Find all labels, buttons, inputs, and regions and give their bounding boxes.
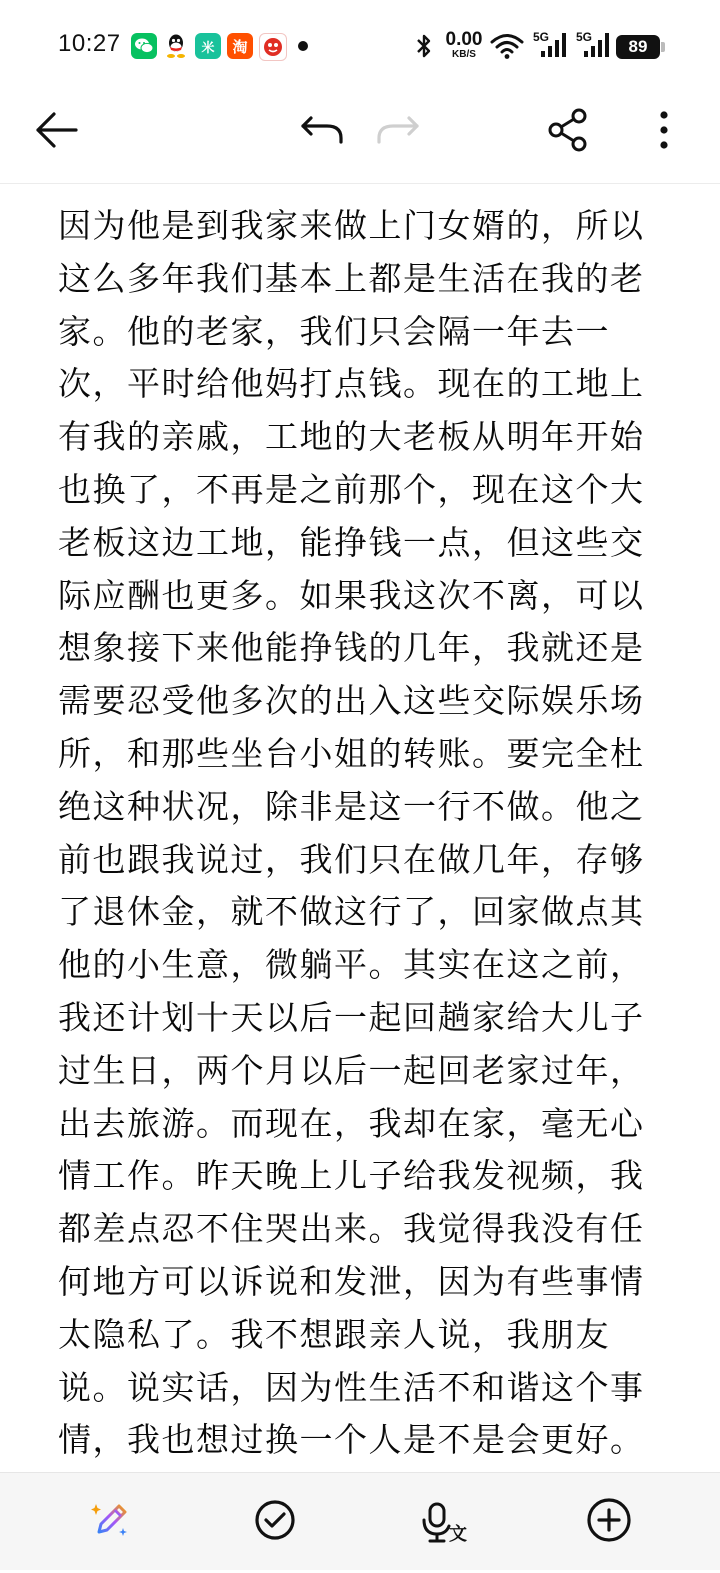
share-icon: [546, 107, 590, 157]
ai-pen-icon: [89, 1498, 133, 1546]
status-time: 10:27: [58, 30, 121, 57]
note-body-text[interactable]: 因为他是到我家来做上门女婿的，所以这么多年我们基本上都是生活在我的老家。他的老家，我们只会隔一年去一次，平时给他妈打点钱。现在的工地上有我的亲戚，工地的大老板从明年开始也换了，不再是之前那个，现在这个大老板这边工地，能挣钱一点，但这些交际应酬也更多。如果我这次不离，可以想象接下来他能挣钱的几年，我就还是需要忍受他多次的出入这些交际娱乐场所，和那些坐台小姐的转账。要完全杜绝这种状况，除非是这一行不做。他之前也跟我说过，我们只在做几年，存够了退休金，就不做这行了，回家做点其他的小生意，微躺平。其实在这之前，我还计划十天以后一起回趟家给大儿子过生日，两个月以后一起回老家过年，出去旅游。而现在，我却在家，毫无心情工作。昨天晚上儿子给我发视频，我都差点忍不住哭出来。我觉得我没有任何地方可以诉说和发泄，因为有些事情太隐私了。我不想跟亲人说，我朋友说。说实话，因为性生活不和谐这个事情，我也想过换一个人是不是会更好。: [58, 206, 645, 1460]
pinduoduo-icon: [259, 33, 287, 61]
taobao-icon: [227, 33, 253, 59]
mijia-icon: [195, 33, 221, 59]
ai-writing-button[interactable]: [86, 1497, 136, 1547]
arrow-left-icon: [32, 110, 80, 154]
status-bar: [0, 0, 720, 92]
network-speed: [444, 30, 484, 60]
network-speed-unit: KB/S: [452, 49, 476, 60]
toolbar-divider: [0, 183, 720, 184]
signal-1-icon: [533, 30, 569, 60]
signal-1-label: 5G: [533, 30, 550, 44]
checklist-button[interactable]: [250, 1497, 300, 1547]
bluetooth-icon: [414, 32, 434, 64]
bottom-toolbar: [0, 1472, 720, 1570]
redo-button[interactable]: [372, 106, 424, 158]
voice-to-text-icon: [420, 1500, 472, 1544]
note-content-area[interactable]: [58, 200, 670, 1472]
redo-icon: [375, 112, 421, 152]
battery-tip: [661, 42, 665, 52]
voice-to-text-button[interactable]: [416, 1497, 476, 1547]
battery-level: 89: [628, 37, 648, 56]
network-speed-value: 0.00: [445, 29, 483, 50]
voice-to-text-glyph: 文: [449, 1524, 467, 1545]
share-button[interactable]: [542, 104, 594, 160]
wifi-icon: [489, 32, 525, 64]
signal-2-icon: [576, 30, 612, 60]
wechat-icon: [131, 33, 157, 59]
undo-icon: [299, 112, 345, 152]
add-button[interactable]: [584, 1497, 634, 1547]
undo-button[interactable]: [296, 106, 348, 158]
qq-icon: [163, 33, 189, 59]
more-vertical-icon: [659, 110, 669, 154]
more-options-button[interactable]: [644, 106, 684, 158]
checklist-icon: [253, 1498, 297, 1546]
mijia-glyph: 米: [201, 40, 215, 56]
battery-indicator: [616, 35, 660, 59]
add-icon: [586, 1497, 632, 1547]
taobao-glyph: 淘: [232, 37, 248, 56]
back-button[interactable]: [28, 106, 84, 158]
more-notifications-dot: [298, 41, 308, 51]
signal-2-label: 5G: [576, 30, 593, 44]
